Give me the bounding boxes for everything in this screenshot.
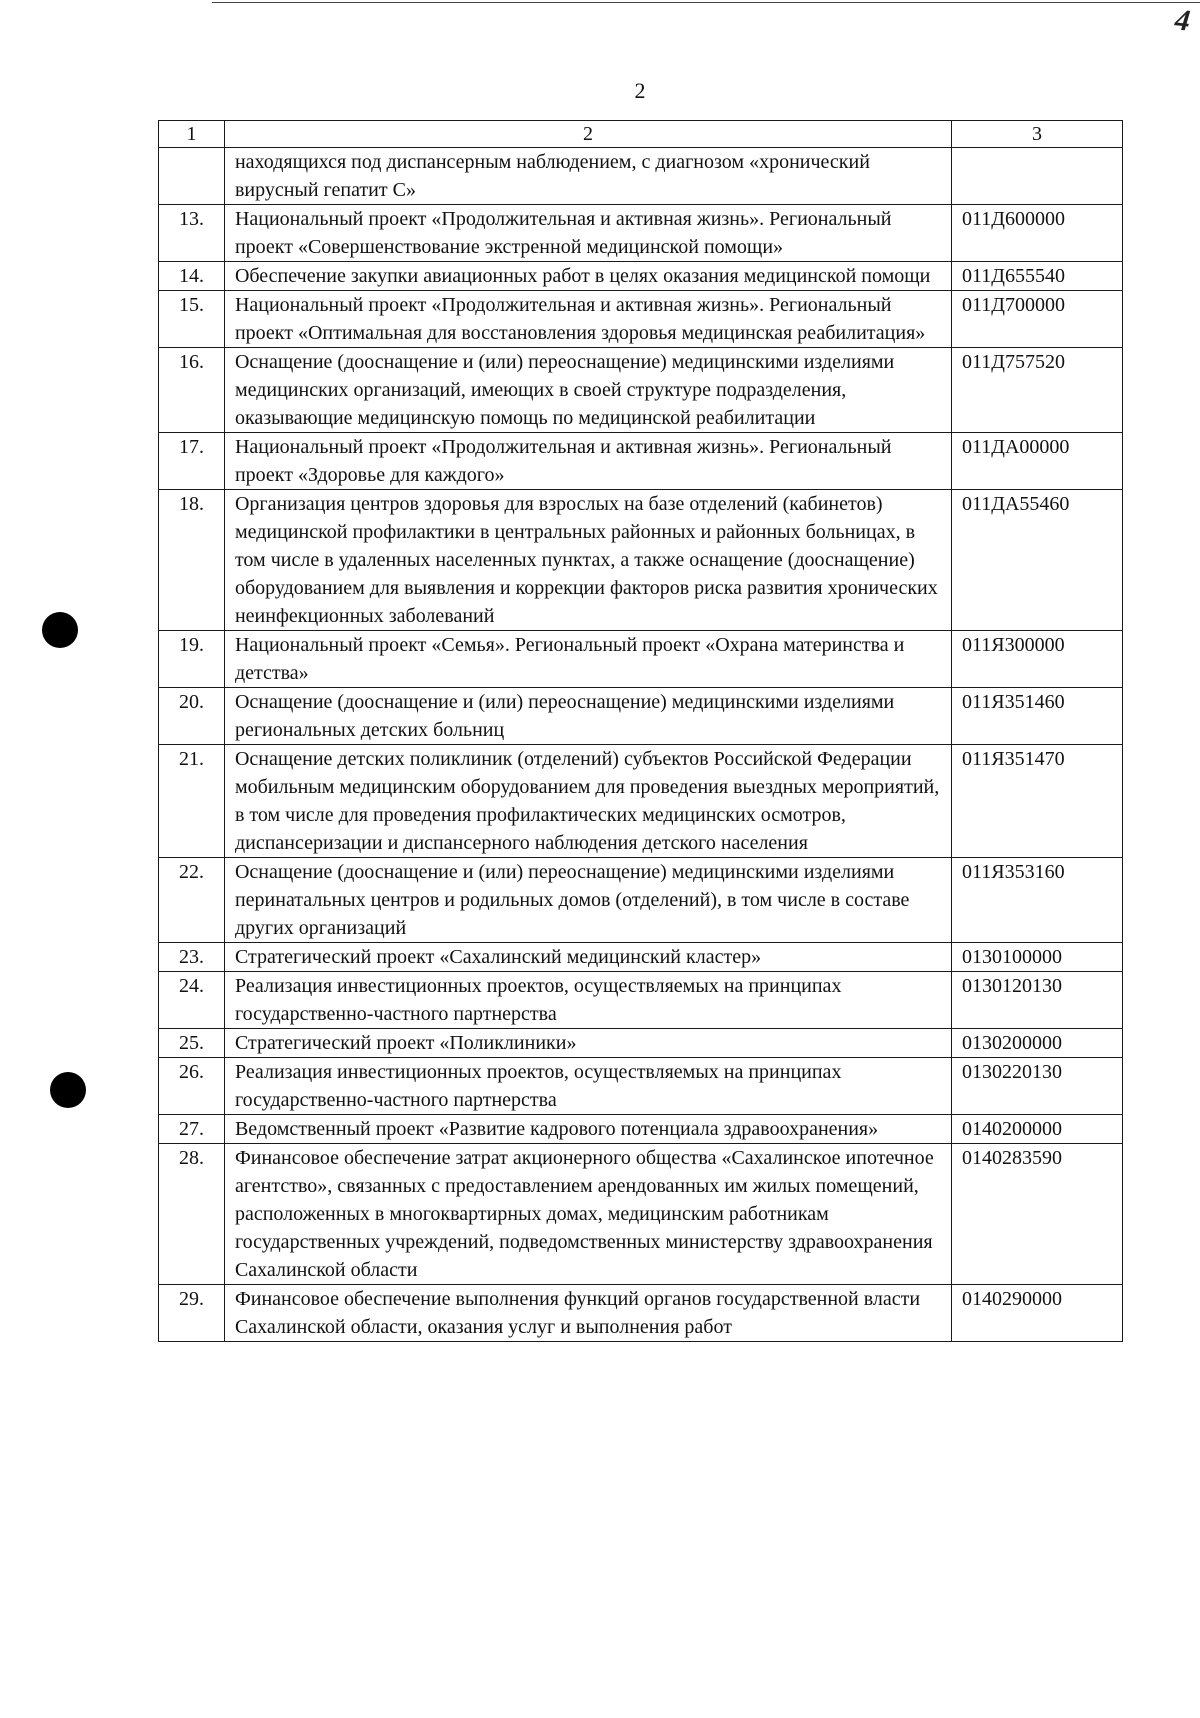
column-header-name: 2 bbox=[224, 121, 951, 148]
row-description: Оснащение (дооснащение и (или) переоснащение) медицинскими изделиями региональных детских больниц bbox=[224, 688, 951, 745]
scan-edge-line bbox=[212, 2, 1200, 3]
table-row bbox=[159, 291, 1123, 348]
row-description: Реализация инвестиционных проектов, осуществляемых на принципах государственно-частного партнерства bbox=[224, 1058, 951, 1115]
table-row bbox=[159, 943, 1123, 972]
column-header-number: 1 bbox=[159, 121, 225, 148]
table-row bbox=[159, 205, 1123, 262]
row-description: Реализация инвестиционных проектов, осуществляемых на принципах государственно-частного партнерства bbox=[224, 972, 951, 1029]
row-description: Оснащение детских поликлиник (отделений) субъектов Российской Федерации мобильным медицинским оборудованием для проведения выездных мероприятий, в том числе для проведения профилактических медицинских осмотров, диспансеризации и диспансерного наблюдения детского населения bbox=[224, 745, 951, 858]
row-code: 0140290000 bbox=[952, 1285, 1123, 1342]
row-code: 011Я351470 bbox=[952, 745, 1123, 858]
table-row bbox=[159, 1115, 1123, 1144]
table-row bbox=[159, 1029, 1123, 1058]
row-code: 011ДА55460 bbox=[952, 490, 1123, 631]
table-row bbox=[159, 262, 1123, 291]
row-code: 011Д757520 bbox=[952, 348, 1123, 433]
row-description: находящихся под диспансерным наблюдением, с диагнозом «хронический вирусный гепатит С» bbox=[224, 148, 951, 205]
handwritten-page-mark: 4 bbox=[1173, 3, 1192, 38]
row-code: 011Д655540 bbox=[952, 262, 1123, 291]
row-description: Национальный проект «Семья». Региональный проект «Охрана материнства и детства» bbox=[224, 631, 951, 688]
row-number: 26. bbox=[159, 1058, 225, 1115]
row-code: 0140283590 bbox=[952, 1144, 1123, 1285]
row-description: Национальный проект «Продолжительная и активная жизнь». Региональный проект «Здоровье для каждого» bbox=[224, 433, 951, 490]
table-row bbox=[159, 631, 1123, 688]
table-row bbox=[159, 148, 1123, 205]
row-number: 23. bbox=[159, 943, 225, 972]
row-description: Национальный проект «Продолжительная и активная жизнь». Региональный проект «Совершенствование экстренной медицинской помощи» bbox=[224, 205, 951, 262]
budget-code-table bbox=[158, 120, 1123, 1342]
row-code: 0130100000 bbox=[952, 943, 1123, 972]
row-number: 25. bbox=[159, 1029, 225, 1058]
row-description: Обеспечение закупки авиационных работ в целях оказания медицинской помощи bbox=[224, 262, 951, 291]
row-number bbox=[159, 148, 225, 205]
row-description: Стратегический проект «Поликлиники» bbox=[224, 1029, 951, 1058]
row-number: 13. bbox=[159, 205, 225, 262]
row-description: Национальный проект «Продолжительная и активная жизнь». Региональный проект «Оптимальная для восстановления здоровья медицинская реабилитация» bbox=[224, 291, 951, 348]
row-number: 17. bbox=[159, 433, 225, 490]
row-description: Оснащение (дооснащение и (или) переоснащение) медицинскими изделиями медицинских организаций, имеющих в своей структуре подразделения, оказывающие медицинскую помощь по медицинской реабилитации bbox=[224, 348, 951, 433]
row-number: 16. bbox=[159, 348, 225, 433]
row-code: 0130120130 bbox=[952, 972, 1123, 1029]
row-number: 21. bbox=[159, 745, 225, 858]
row-number: 24. bbox=[159, 972, 225, 1029]
column-header-code: 3 bbox=[952, 121, 1123, 148]
row-code: 011Д700000 bbox=[952, 291, 1123, 348]
page-number: 2 bbox=[634, 78, 646, 103]
row-code: 011ДА00000 bbox=[952, 433, 1123, 490]
row-number: 20. bbox=[159, 688, 225, 745]
punch-hole-icon bbox=[42, 612, 78, 648]
row-number: 27. bbox=[159, 1115, 225, 1144]
table-row bbox=[159, 972, 1123, 1029]
row-description: Организация центров здоровья для взрослых на базе отделений (кабинетов) медицинской профилактики в центральных районных и районных больницах, в том числе в удаленных населенных пунктах, а также оснащение (дооснащение) оборудованием для выявления и коррекции факторов риска развития хронических неинфекционных заболеваний bbox=[224, 490, 951, 631]
row-code: 011Я351460 bbox=[952, 688, 1123, 745]
punch-hole-icon bbox=[50, 1072, 86, 1108]
row-number: 22. bbox=[159, 858, 225, 943]
row-description: Финансовое обеспечение выполнения функций органов государственной власти Сахалинской области, оказания услуг и выполнения работ bbox=[224, 1285, 951, 1342]
table-header-row bbox=[159, 121, 1123, 148]
row-code: 011Я353160 bbox=[952, 858, 1123, 943]
row-number: 15. bbox=[159, 291, 225, 348]
row-number: 28. bbox=[159, 1144, 225, 1285]
table-row bbox=[159, 490, 1123, 631]
row-number: 18. bbox=[159, 490, 225, 631]
row-description: Ведомственный проект «Развитие кадрового потенциала здравоохранения» bbox=[224, 1115, 951, 1144]
row-description: Финансовое обеспечение затрат акционерного общества «Сахалинское ипотечное агентство», связанных с предоставлением арендованных им жилых помещений, расположенных в многоквартирных домах, медицинским работникам государственных учреждений, подведомственных министерству здравоохранения Сахалинской области bbox=[224, 1144, 951, 1285]
table-row bbox=[159, 858, 1123, 943]
table-row bbox=[159, 1144, 1123, 1285]
row-code: 0140200000 bbox=[952, 1115, 1123, 1144]
row-number: 29. bbox=[159, 1285, 225, 1342]
row-code: 011Д600000 bbox=[952, 205, 1123, 262]
row-code: 0130220130 bbox=[952, 1058, 1123, 1115]
table-row bbox=[159, 348, 1123, 433]
row-code bbox=[952, 148, 1123, 205]
row-number: 14. bbox=[159, 262, 225, 291]
row-number: 19. bbox=[159, 631, 225, 688]
table-row bbox=[159, 1285, 1123, 1342]
row-description: Стратегический проект «Сахалинский медицинский кластер» bbox=[224, 943, 951, 972]
table-row bbox=[159, 688, 1123, 745]
row-code: 0130200000 bbox=[952, 1029, 1123, 1058]
table-row bbox=[159, 433, 1123, 490]
table-row bbox=[159, 745, 1123, 858]
row-code: 011Я300000 bbox=[952, 631, 1123, 688]
row-description: Оснащение (дооснащение и (или) переоснащение) медицинскими изделиями перинатальных центров и родильных домов (отделений), в том числе в составе других организаций bbox=[224, 858, 951, 943]
table-row bbox=[159, 1058, 1123, 1115]
